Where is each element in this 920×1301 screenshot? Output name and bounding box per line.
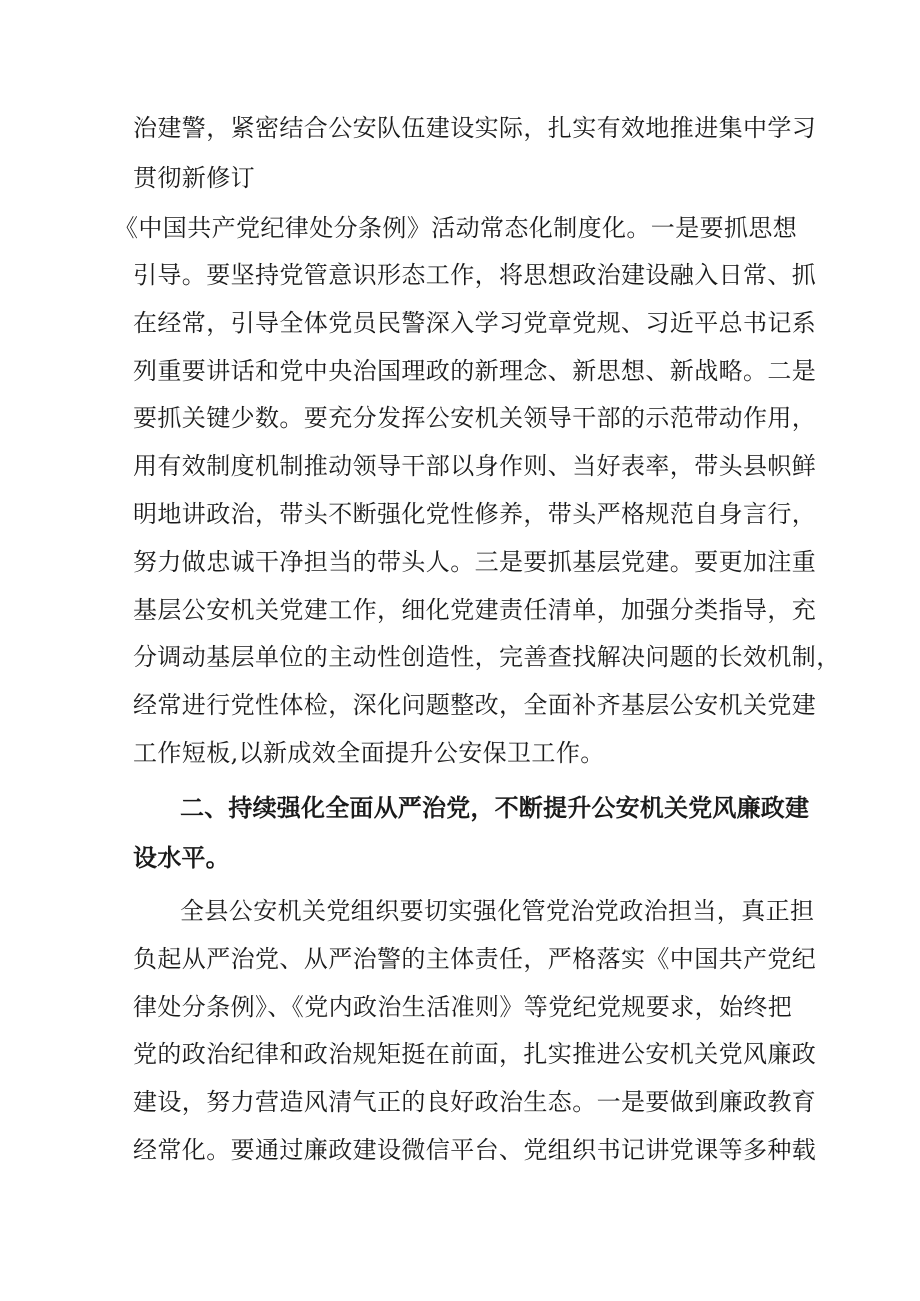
body-text-line: 在经常，引导全体党员民警深入学习党章党规、习近平总书记系 (133, 309, 817, 337)
body-text-line: 治建警，紧密结合公安队伍建设实际，扎实有效地推进集中学习 (133, 114, 817, 142)
section-heading: 设水平。 (133, 844, 230, 872)
body-text-line: 引导。要坚持党管意识形态工作，将思想政治建设融入日常、抓 (133, 261, 817, 289)
body-text-line: 《中国共产党纪律处分条例》活动常态化制度化。一是要抓思想 (114, 214, 798, 242)
body-text-line: 列重要讲话和党中央治国理政的新理念、新思想、新战略。二是 (133, 357, 817, 385)
body-text-line: 律处分条例》、《党内政治生活准则》等党纪党规要求，始终把 (133, 993, 793, 1021)
body-text-line: 要抓关键少数。要充分发挥公安机关领导干部的示范带动作用， (133, 404, 817, 432)
body-text-line: 努力做忠诚干净担当的带头人。三是要抓基层党建。要更加注重 (133, 548, 817, 576)
body-text-line: 用有效制度机制推动领导干部以身作则、当好表率，带头县帜鲜 (133, 452, 817, 480)
body-text-line: 党的政治纪律和政治规矩挺在前面，扎实推进公安机关党风廉政 (133, 1040, 817, 1068)
body-text-line: 负起从严治党、从严治警的主体责任，严格落实《中国共产党纪 (133, 945, 817, 973)
body-text-line: 建设，努力营造风清气正的良好政治生态。一是要做到廉政教育 (133, 1088, 817, 1116)
body-text-line: 全县公安机关党组织要切实强化管党治党政治担当，真正担 (180, 897, 815, 925)
section-heading: 二、持续强化全面从严治党，不断提升公安机关党风廉政建 (180, 794, 810, 822)
body-text-line: 工作短板,以新成效全面提升公安保卫工作。 (133, 739, 605, 767)
body-text-line: 分调动基层单位的主动性创造性，完善查找解决问题的长效机制， (133, 643, 841, 671)
body-text-line: 贯彻新修订 (133, 164, 255, 192)
body-text-line: 明地讲政治，带头不断强化党性修养，带头严格规范自身言行， (133, 500, 817, 528)
body-text-line: 基层公安机关党建工作，细化党建责任清单，加强分类指导，充 (133, 596, 817, 624)
body-text-line: 经常进行党性体检，深化问题整改，全面补齐基层公安机关党建 (133, 691, 817, 719)
body-text-line: 经常化。要通过廉政建设微信平台、党组织书记讲党课等多种载 (133, 1136, 817, 1164)
